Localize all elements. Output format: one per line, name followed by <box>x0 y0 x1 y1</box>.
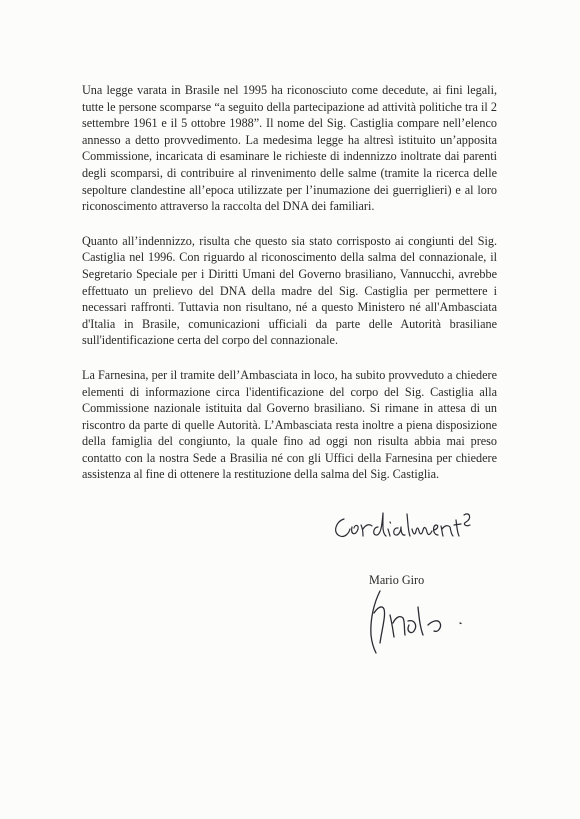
paragraph-farnesina: La Farnesina, per il tramite dell’Ambasciata in loco, ha subito provveduto a chiedere elementi di informazione circa l'identificazione del corpo del Sig. Castiglia alla Commissione nazionale istituita dal Governo brasiliano. Si rimane in attesa di un riscontro da parte di quelle Autorità. L’Ambasciata resta inoltre a piena disposizione della famiglia del congiunto, la quale fino ad oggi non risulta abbia mai preso contatto con la nostra Sede a Brasilia né con gli Uffici della Farnesina per chiedere assistenza al fine di ottenere la restituzione della salma del Sig. Castiglia. <box>82 367 497 482</box>
closing-handwritten-signature <box>330 505 480 545</box>
letter-body <box>82 82 497 501</box>
signer-handwritten-signature <box>360 585 490 655</box>
signer-name: Mario Giro <box>369 573 425 587</box>
paragraph-compensation: Quanto all’indennizzo, risulta che questo sia stato corrisposto ai congiunti del Sig. Castiglia nel 1996. Con riguardo al riconoscimento della salma del connazionale, il Segretario Speciale per i Diritti Umani del Governo brasiliano, Vannucchi, avrebbe effettuato un prelievo del DNA della madre del Sig. Castiglia per permettere i necessari raffronti. Tuttavia non risultano, né a questo Ministero né all'Ambasciata d'Italia in Brasile, comunicazioni ufficiali da parte delle Autorità brasiliane sull'identificazione certa del corpo del connazionale. <box>82 233 497 348</box>
paragraph-law: Una legge varata in Brasile nel 1995 ha riconosciuto come decedute, ai fini legali, tutte le persone scomparse “a seguito della partecipazione ad attività politiche tra il 2 settembre 1961 e il 5 ottobre 1988”. Il nome del Sig. Castiglia compare nell’elenco annesso a detto provvedimento. La medesima legge ha altresì istituito un’apposita Commissione, incaricata di esaminare le richieste di indennizzo inoltrate dai parenti degli scomparsi, di contribuire al rinvenimento delle salme (tramite la ricerca delle sepolture clandestine all’epoca utilizzate per l’inumazione dei guerriglieri) e al loro riconoscimento attraverso la raccolta del DNA dei familiari. <box>82 83 497 214</box>
